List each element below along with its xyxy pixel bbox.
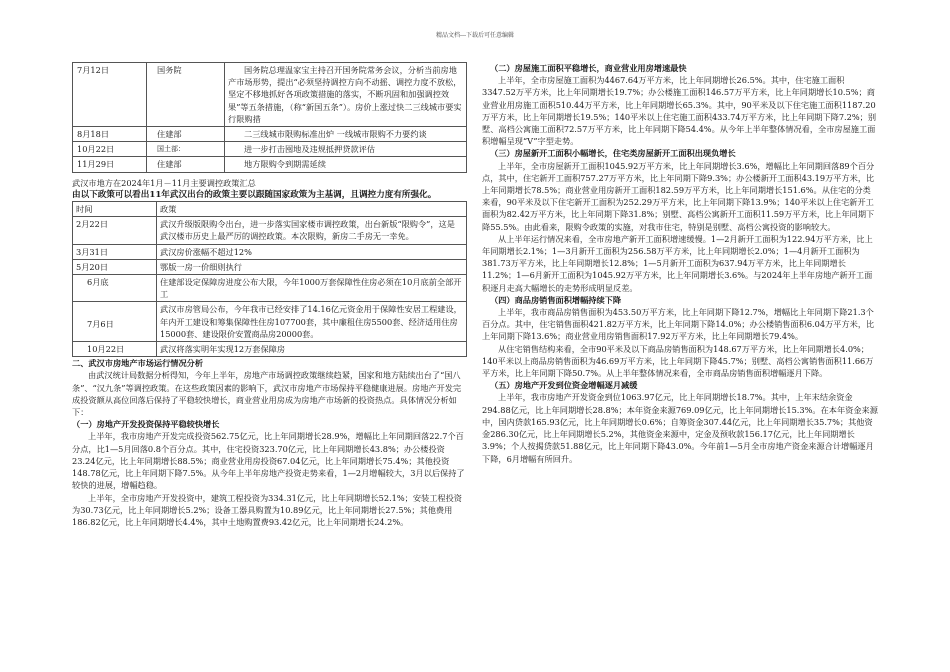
table-cell-date: 11月29日 (73, 157, 147, 172)
table-row (73, 275, 467, 302)
table-cell-dept: 住建部 (147, 157, 225, 172)
table-cell-content: 二三线城市限购标准出炉 一线城市限购不力要约谈 (225, 127, 467, 142)
right-column (482, 62, 878, 465)
table-row (73, 63, 467, 127)
table-header-policy: 政策 (157, 202, 467, 217)
table-cell-date: 10月22日 (73, 142, 147, 157)
table-cell-content: 武汉房价涨幅不超过12% (157, 244, 467, 259)
paragraph: 从上半年运行情况来看，全市房地产新开工面积增速缓慢。1—2月新开工面积为122.94万平方米，比上年同期增长2.1%；1—3月新开工面积为256.58万平方米，比上年同期增长2.0%；1—4月新开工面积为381.73万平方米，比上年同期增长12.8%；1—5月新开工面积为637.94万平方米，比上年同期增长11.2%；1—6月新开工面积为1045.92万平方米，比上年同期增长3.6%。与2024年上半年房地产新开工面积逐月走高大幅增长的走势形成明显反差。 (482, 233, 873, 293)
table-cell-dept: 国土部： (147, 142, 225, 157)
table-cell-date: 6月底 (73, 275, 157, 302)
subsection-heading: （二）房屋施工面积平稳增长，商业营业用房增速最快 (490, 63, 687, 73)
table-header-time: 时间 (73, 202, 157, 217)
paragraph: 上半年，全市房屋施工面积为4467.64万平方米，比上年同期增长26.5%。其中，住宅施工面积3347.52万平方米，比上年同期增长19.7%；办公楼施工面积146.57万平方米，比上年同期增长10.5%；商业营业用房施工面积510.44万平方米，比上年同期增长65.3%。其中，90平米及以下住宅施工面积1187.20万平方米，比上年同期增长19.5%；140平米以上住宅施工面积433.74万平方米，比上年同期下降7.2%；别墅、高档公寓施工面积72.57万平方米，比上年同期下降54.4%。从今年上半年整体情况看，全市房屋施工面积增幅呈现“V”字型走势。 (482, 75, 877, 147)
table-caption: 武汉市地方在2024年1月－11月主要调控政策汇总 (72, 177, 256, 188)
table-cell-dept: 住建部 (147, 127, 225, 142)
table-cell-date: 7月6日 (73, 302, 157, 342)
paragraph: 上半年，全市房屋新开工面积1045.92万平方米，比上年同期增长3.6%，增幅比上年同期回落89个百分点，其中，住宅新开工面积757.27万平方米，比上年同期下降9.3%；办公楼新开工面积43.19万平方米，比上年同期增长78.5%；商业营业用房新开工面积182.59万平方米，比上年同期增长151.6%。从住宅的分类来看，90平米及以下住宅新开工面积为252.29万平方米，比上年同期下降13.9%；140平米以上住宅新开工面积为82.42万平方米，比上年同期下降31.8%；别墅、高档公寓新开工面积11.59万平方米，比上年同期下降55.5%。由此看来，限购令政策的实施，对我市住宅，特别是别墅、高档公寓投资的影响较大。 (482, 160, 875, 232)
wuhan-policy-table (72, 201, 467, 357)
table-row (73, 259, 467, 274)
paragraph: 上半年，我市商品房销售面积为453.50万平方米，比上年同期下降12.7%，增幅比上年同期下降21.3个百分点。其中，住宅销售面积421.82万平方米，比上年同期下降14.0%；办公楼销售面积6.04万平方米，比上年同期下降13.6%；商业营业用房销售面积17.92万平方米，比上年同期增长79.4%。 (482, 307, 875, 342)
left-column (72, 62, 467, 528)
table-cell-date: 8月18日 (73, 127, 147, 142)
table-row (73, 244, 467, 259)
table-row (73, 127, 467, 142)
page-header: 精品文档---下载后可任意编辑 (435, 32, 515, 39)
table-cell-dept: 国务院 (147, 63, 225, 127)
table-cell-content: 武汉市房管局公布，今年我市已经安排了14.16亿元资金用于保障性安居工程建设，年内开工建设和筹集保障性住房107700套，其中廉租住房5500套、经济适用住房15000套、建设限价安置商品房20000套。 (157, 302, 467, 342)
table-cell-content: 国务院总理温家宝主持召开国务院常务会议，分析当前房地产市场形势，提出“必须坚持调控方向不动摇、调控力度不放松，坚定不移地抓好各项政策措施的落实，不断巩固和加强调控效果”等五条措施，（称“新国五条”）。房价上涨过快二三线城市要实行限购措 (225, 63, 467, 127)
table-row (73, 157, 467, 172)
paragraph: 上半年，我市房地产开发资金到位1063.97亿元，比上年同期增长18.7%。其中，上年末结余资金294.88亿元，比上年同期增长28.8%；本年资金来源769.09亿元，比上年同期增长15.3%。在本年资金来源中，国内贷款165.93亿元，比上年同期增长0.6%；自筹资金307.44亿元，比上年同期增长35.7%；其他资金286.30亿元，比上年同期增长5.2%，其他资金来源中，定金及预收款156.17亿元，比上年同期增长3.9%；个人按揭贷款51.88亿元，比上年同期下降43.0%。今年前1—5月全市房地产资金来源合计增幅逐月下降，6月增幅有所回升。 (482, 392, 878, 464)
table-row (73, 217, 467, 244)
table-cell-content: 武汉升级版限购令出台，进一步落实国家楼市调控政策，出台新版“限购令”，这是武汉楼市历史上最严厉的调控政策。本次限购，新房二手房无一幸免。 (157, 217, 467, 244)
paragraph: 上半年，全市房地产开发投资中，建筑工程投资为334.31亿元，比上年同期增长52.1%；安装工程投资为30.73亿元，比上年同期增长5.2%；设备工器具购置为10.89亿元，比上年同期增长27.5%；其他费用186.82亿元，比上年同期增长4.4%，其中土地购置费93.42亿元，比上年同期增长24.2%。 (72, 492, 462, 527)
table-row (73, 342, 467, 357)
table-cell-date: 2月22日 (73, 217, 157, 244)
subsection-heading: （五）房地产开发到位资金增幅逐月减缓 (490, 380, 638, 391)
table-cell-content: 进一步打击囤地及违规抵押贷款评估 (225, 142, 467, 157)
national-policy-table (72, 62, 467, 173)
section-heading: 二、武汉市房地产市场运行情况分析 (72, 358, 204, 369)
table-cell-date: 3月31日 (73, 244, 157, 259)
lead-paragraph: 由以下政策可以看出11年武汉出台的政策主要以跟随国家政策为主基调，且调控力度有所强化。 (72, 189, 437, 200)
section-intro: 由武汉统计局数据分析得知，今年上半年，房地产市场调控政策继续趋紧，国家和地方陆续出台了“国八条”、“汉九条”等调控政策。在这些政策因素的影响下，武汉市房地产市场保持平稳健康进展。房地产开发完成投资额从高位回落后保持了平稳较快增长，商业营业用房成为房地产市场新的投资热点。具体情况分析如下： (72, 370, 462, 418)
table-cell-content: 地方限购令到期需延续 (225, 157, 467, 172)
paragraph: 上半年，我市房地产开发完成投资562.75亿元，比上年同期增长28.9%，增幅比上年同期回落22.7个百分点，比1—5月回落0.8个百分点。其中，住宅投资323.70亿元，比上年同期增长43.8%；办公楼投资23.24亿元，比上年同期增长88.5%；商业营业用房投资67.04亿元，比上年同期增长75.4%；其他投资148.78亿元，比上年同期下降7.5%。从今年上半年房地产投资走势来看，1—2月增幅较大，3月以后保持了较快的进展，增幅趋稳。 (72, 431, 465, 491)
table-cell-date: 10月22日 (73, 342, 157, 357)
subsection-heading: （四）商品房销售面积增幅持续下降 (490, 294, 622, 305)
paragraph: 从住宅销售结构来看，全市90平米及以下商品房销售面积为148.67万平方米，比上年同期增长4.0%；140平米以上商品房销售面积为46.69万平方米，比上年同期下降45.7%；别墅、高档公寓销售面积11.66万平方米，比上年同期下降50.7%。从上半年整体情况来看，全市商品房销售面积增幅逐月下降。 (482, 343, 874, 379)
table-header-row (73, 202, 467, 217)
table-cell-content: 鄂版一房一价细则执行 (157, 259, 467, 274)
table-cell-content: 住建部设定保障房进度公布大限，今年1000万套保障性住房必须在10月底前全部开工 (157, 275, 467, 302)
subsection-heading: （一）房地产开发投资保持平稳较快增长 (72, 419, 220, 430)
table-cell-content: 武汉将落实明年实现12万套保障房 (157, 342, 467, 357)
table-cell-date: 7月12日 (73, 63, 147, 127)
subsection-heading: （三）房屋新开工面积小幅增长，住宅类房屋新开工面积出现负增长 (490, 148, 736, 159)
table-cell-date: 5月20日 (73, 259, 157, 274)
table-row (73, 302, 467, 342)
table-row (73, 142, 467, 157)
